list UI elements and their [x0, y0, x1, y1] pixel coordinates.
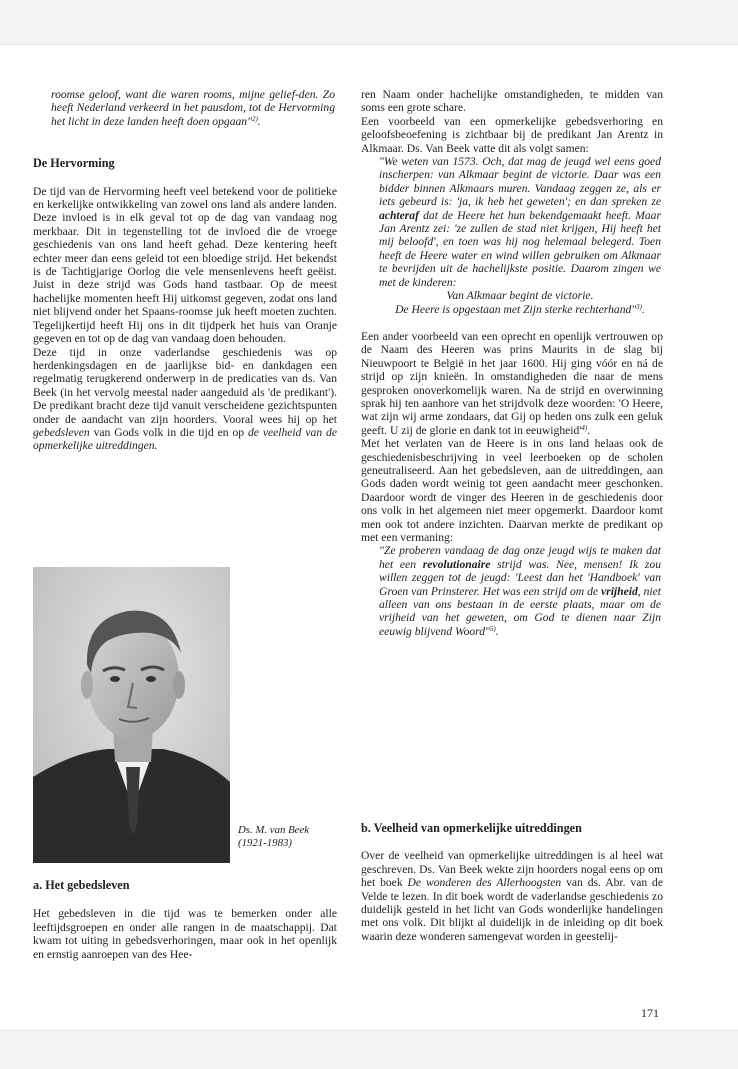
photo-caption — [238, 824, 309, 850]
paragraph-maurits: Een ander voorbeeld van een oprecht en openlijk vertrouwen op de Naam des Heeren was prins Maurits in de slag bij Nieuwpoort te België in het jaar 1600. Hij ging vóór en ná de strijd op zijn knieën. In omstandigheden die naar de mens gesproken onoverkomelijk waren. Na de strijd en overwinning sprak hij ten aanhore van het strijdvolk deze woorden: 'O Heere, wat zijn wij arme zondaars, dat Gij op heden ons zulk een geluk geeft. U zij de glorie en dank tot in $eeuwigheid'^{4)}$. — [361, 329, 663, 437]
caption-years: (1921-1983) — [238, 837, 292, 849]
verse-line-2: De Heere is opgestaan met Zijn sterke rechterhand"$^{3)}$. — [395, 302, 645, 316]
caption-name: Ds. M. van Beek — [238, 824, 310, 836]
paragraph-hervorming: De tijd van de Hervorming heeft veel betekend voor de politieke en kerkelijke ontwikkeling van zowel ons land als andere landen. Deze invloed is in elk geval tot op de dag van vandaag nog merkbaar. Dit in tegenstelling tot de invloed die de vroege geschiedenis van ons land heeft gehad. Deze kentering heeft echter meer dan eens geleid tot een bloedige strijd. Het bekendst is de Tachtigjarige Oorlog die vele mensenlevens heeft geëist. Juist in deze strijd was Gods hand tastbaar. Op de meest hachelijke momenten heeft Hij uitkomst gegeven, zodat ons land niet blijvend onder het Spaans-roomse juk heeft moeten zuchten. Tegelijkertijd heeft Hij ons in dit tijdperk het huis van Oranje gegeven en tot op de dag van vandaag doen behouden. — [33, 184, 337, 346]
verse-line-1: Van Alkmaar begint de victorie. — [446, 289, 594, 303]
left-column-bottom — [33, 879, 337, 961]
paragraph-gebedsleven: Het gebedsleven in die tijd was te bemerken onder alle leeftijdsgroepen en onder alle rangen in de maatschappij. Dat kwam tot uiting in gebedsverhoringen, maar ook in het openlijk en ernstig aanroepen van des Hee- — [33, 907, 337, 961]
quote-vrijheid: "Ze proberen vandaag de dag onze jeugd wijs te maken dat het een revolutionaire strijd was. Nee, mensen! Ik zou willen zeggen tot de jeugd: 'Leest dan het 'Handboek' van Groen van Prinsterer. Het was een strijd om de vrijheid, niet alleen van ons bestaan in de eerste plaats, maar om de vrijheid van het geweten, om God te dienen naar Zijn eeuwig blijvend Woord"$^{5)}$. — [379, 544, 662, 638]
quote-alkmaar: "We weten van 1573. Och, dat mag de jeugd wel eens goed inscherpen: van Alkmaar begint de victorie. Daar was een bidder binnen Alkmaars muren. Vandaag zeggen ze, als er iets gebeurd is: 'ja, ik heb het geweten'; en dan spreken ze achteraf dat de Heere het hun bekendgemaakt heeft. Maar Jan Arentz zei: 'ze zullen de stad niet krijgen, Hij heeft het mij beloofd', en toen was hij nog helemaal belegerd. Toen heeft de Heere water en wind willen gebruiken om Alkmaar te bevrijden uit de hachelijkste positie. Daarom zingen we met de kinderen: — [379, 155, 661, 289]
paragraph-predicaties: Deze tijd in onze vaderlandse geschiedenis was op herdenkingsdagen en de jaarlijkse bid- en dankdagen een regelmatig terugkerend onderwerp in de predicaties van ds. Van Beek (in het vervolg meestal nader aangeduid als 'de predikant'). De predikant bracht deze tijd vanuit verscheidene gezichtspunten onder de aandacht van zijn hoorders. Vooral wees hij op het gebedsleven van Gods volk in die tijd en op de veelheid van de opmerkelijke uitreddingen. — [33, 345, 337, 453]
portrait-photo — [33, 567, 230, 863]
heading-veelheid: b. Veelheid van opmerkelijke uitreddingen — [361, 821, 582, 835]
heading-hervorming: De Hervorming — [33, 156, 115, 171]
paragraph-continued: ren Naam onder hachelijke omstandigheden, te midden van soms een grote schare. — [361, 88, 663, 115]
paragraph-alkmaar-intro: Een voorbeeld van een opmerkelijke gebedsverhoring en geloofsbeoefening is zichtbaar bij de predikant Jan Arentz in Alkmaar. Ds. Van Beek vatte dit als volgt samen: — [361, 114, 663, 155]
intro-quote: roomse geloof, want die waren rooms, mijne gelief-den. Zo heeft Nederland verkeerd in het pausdom, tot de Hervorming het licht in deze landen heeft doen opgaan"$^{2)}$. — [51, 88, 335, 128]
paragraph-veelheid: Over de veelheid van opmerkelijke uitreddingen is al heel wat geschreven. Ds. Van Beek wekte zijn hoorders nogal eens op om het boek De wonderen des Allerhoogsten van ds. Abr. van de Velde te lezen. In dit boek wordt de vaderlandse geschiedenis zo duidelijk gesteld in het licht van Gods wonderlijke handelingen met ons volk. Dit blijkt al duidelijk in de inleiding op dit boek waarin deze wonderen samengevat worden in geestelij- — [361, 849, 664, 943]
left-column — [33, 88, 337, 453]
portrait-image — [33, 567, 230, 863]
paragraph-geschiedenis: Met het verlaten van de Heere is in ons land helaas ook de geschiedenisbeschrijving in veel leerboeken op de scholen geneutraliseerd. Aan het gebedsleven, aan de uitreddingen, aan Gods daden wordt weinig tot geen aandacht meer geschonken. Daardoor wordt de vinger des Heeren in de geschiedenis door ons volk in het algemeen niet meer opgemerkt. Daardoor komt men ook tot andere inzichten. Daarvan merkte de predikant op met een vermaning: — [361, 437, 663, 544]
heading-gebedsleven: a. Het gebedsleven — [33, 878, 130, 892]
right-column-bottom — [361, 822, 663, 943]
page-number: 171 — [641, 1006, 659, 1020]
scan-top-margin — [0, 0, 738, 45]
scan-bottom-margin — [0, 1030, 738, 1069]
right-column — [361, 88, 663, 638]
